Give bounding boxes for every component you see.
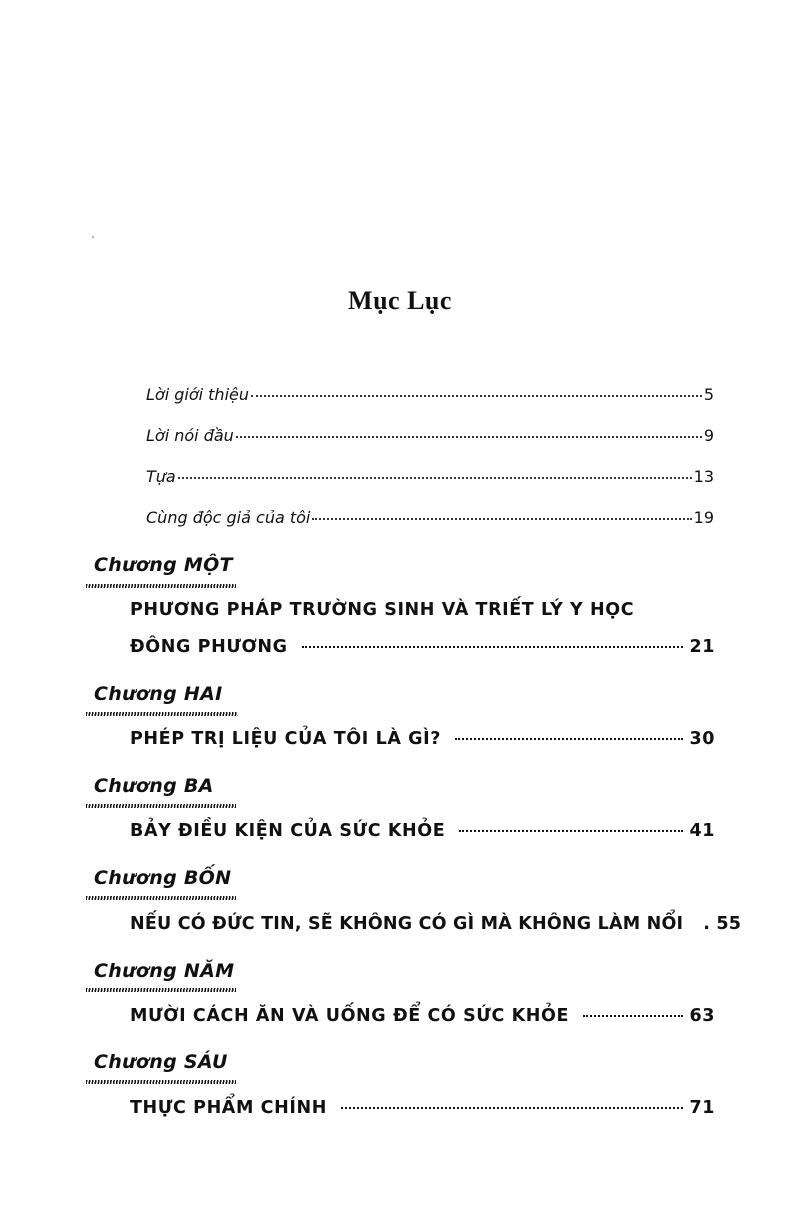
entry-page: 71	[689, 1098, 715, 1118]
toc-entry-preface[interactable]	[146, 426, 714, 445]
chapter-heading: Chương BỐN	[94, 867, 232, 889]
entry-page: 63	[689, 1006, 715, 1026]
dot-leader	[312, 518, 691, 520]
dot-leader	[302, 646, 684, 648]
toc-entry-chapter-2[interactable]	[130, 729, 715, 749]
dot-leader	[459, 830, 683, 832]
toc-entry-chapter-6[interactable]	[130, 1098, 715, 1118]
toc-entry-prologue[interactable]	[146, 467, 714, 486]
toc-entry-foreword[interactable]	[146, 385, 714, 404]
entry-page: 5	[703, 385, 714, 404]
dot-leader	[341, 1107, 683, 1109]
entry-label: Lời giới thiệu	[146, 385, 249, 404]
scan-speck	[92, 236, 94, 238]
entry-label: PHÉP TRỊ LIỆU CỦA TÔI LÀ GÌ?	[130, 729, 442, 749]
entry-label: Tựa	[146, 467, 176, 486]
entry-label: ĐÔNG PHƯƠNG	[130, 637, 288, 657]
chapter-rule	[86, 1080, 236, 1084]
entry-label: THỰC PHẨM CHÍNH	[130, 1098, 327, 1118]
toc-entry-chapter-5[interactable]	[130, 1006, 715, 1026]
dot-leader	[236, 436, 702, 438]
dot-leader	[455, 738, 683, 740]
chapter-heading: Chương BA	[94, 775, 214, 797]
chapter-heading: Chương NĂM	[94, 960, 235, 982]
chapter-rule	[86, 988, 236, 992]
entry-page: 30	[689, 729, 715, 749]
chapter-rule	[86, 896, 236, 900]
entry-page: 21	[689, 637, 715, 657]
chapter-title-line[interactable]: PHƯƠNG PHÁP TRƯỜNG SINH VÀ TRIẾT LÝ Y HỌC	[130, 600, 635, 620]
entry-label: MƯỜI CÁCH ĂN VÀ UỐNG ĐỂ CÓ SỨC KHỎE	[130, 1006, 570, 1026]
entry-page: . 55	[703, 914, 742, 934]
entry-label: BẢY ĐIỀU KIỆN CỦA SỨC KHỎE	[130, 821, 446, 841]
dot-leader	[583, 1015, 683, 1017]
chapter-rule	[86, 712, 238, 716]
chapter-heading: Chương HAI	[94, 683, 223, 705]
entry-page: 19	[693, 508, 714, 527]
toc-entry-to-readers[interactable]	[146, 508, 714, 527]
chapter-rule	[86, 584, 236, 588]
chapter-heading: Chương MỘT	[94, 554, 233, 576]
toc-entry-chapter-1[interactable]	[130, 637, 715, 657]
dot-leader	[251, 395, 702, 397]
dot-leader	[178, 477, 692, 479]
toc-entry-chapter-4[interactable]	[130, 914, 742, 934]
entry-label: NẾU CÓ ĐỨC TIN, SẼ KHÔNG CÓ GÌ MÀ KHÔNG LÀM NỔI	[130, 914, 684, 934]
chapter-heading: Chương SÁU	[94, 1051, 228, 1073]
entry-label: Lời nói đầu	[146, 426, 234, 445]
chapter-rule	[86, 804, 236, 808]
entry-page: 41	[689, 821, 715, 841]
entry-page: 13	[693, 467, 714, 486]
entry-label: Cùng độc giả của tôi	[146, 508, 311, 527]
page-title: Mục Lục	[348, 286, 452, 315]
entry-page: 9	[703, 426, 714, 445]
toc-entry-chapter-3[interactable]	[130, 821, 715, 841]
